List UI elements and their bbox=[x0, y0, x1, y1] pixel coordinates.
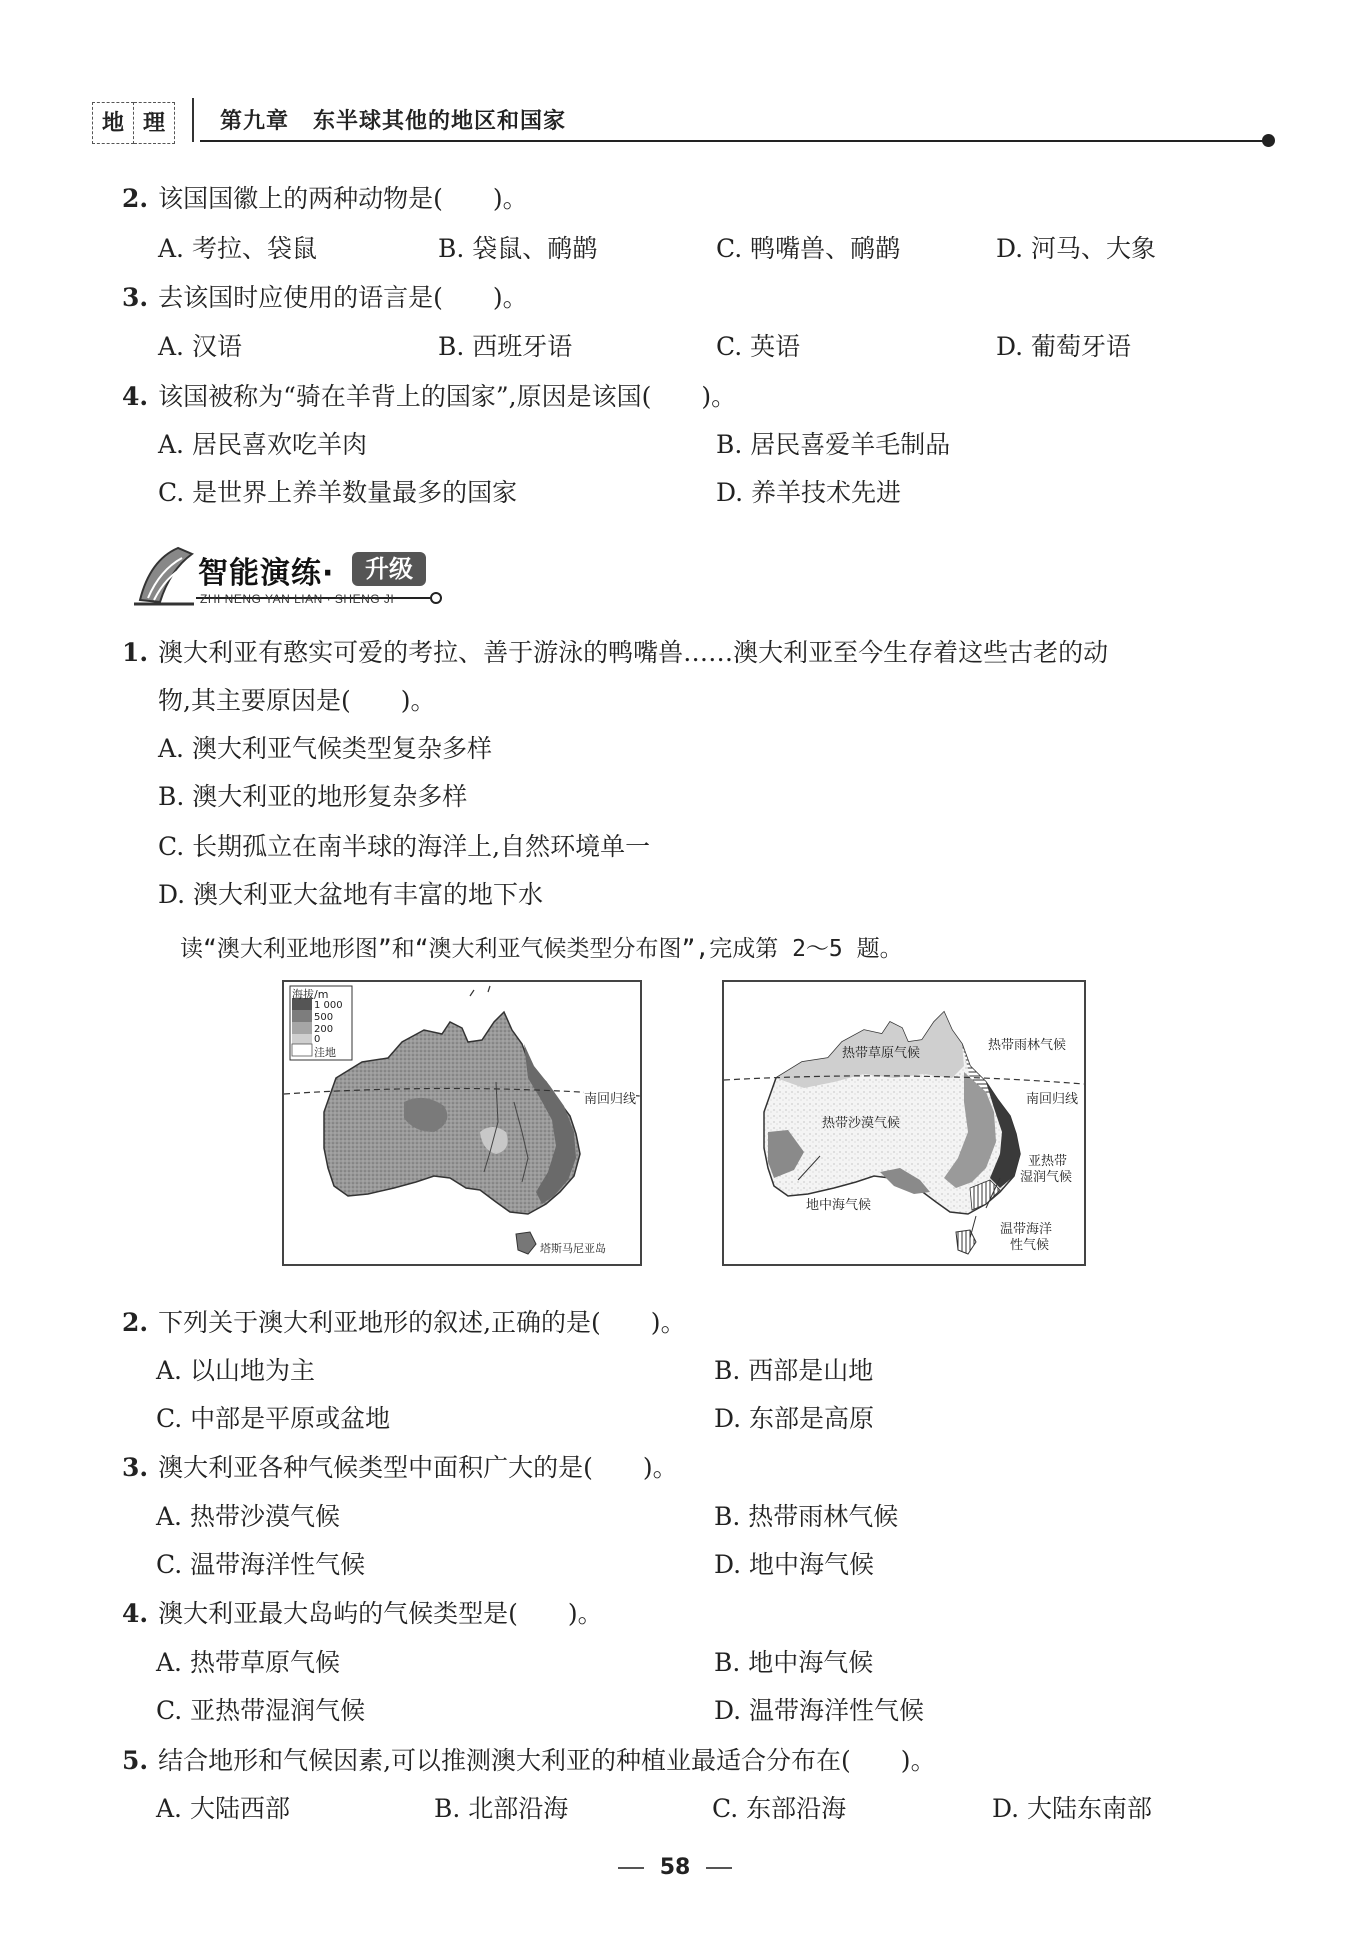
option: D. 养羊技术先进 bbox=[716, 478, 902, 507]
terrain-map-graphic bbox=[284, 982, 640, 1264]
option: D. 东部是高原 bbox=[714, 1404, 875, 1433]
question-1: 1. 澳大利亚有憨实可爱的考拉、善于游泳的鸭嘴兽……澳大利亚至今生存着这些古老的动 bbox=[122, 638, 1109, 667]
option: B. 居民喜爱羊毛制品 bbox=[716, 430, 951, 459]
australia-terrain-map bbox=[282, 980, 642, 1266]
option: B. 西部是山地 bbox=[714, 1356, 874, 1385]
option: C. 温带海洋性气候 bbox=[156, 1550, 366, 1579]
question-2b: 2. 下列关于澳大利亚地形的叙述,正确的是( )。 bbox=[122, 1308, 686, 1337]
option: D. 地中海气候 bbox=[714, 1550, 875, 1579]
option: D. 葡萄牙语 bbox=[996, 332, 1132, 361]
question-4: 4. 该国被称为“骑在羊背上的国家”,原因是该国( )。 bbox=[122, 382, 737, 411]
question-3: 3. 去该国时应使用的语言是( )。 bbox=[122, 283, 528, 312]
book-icon bbox=[134, 548, 194, 604]
page-number-dash bbox=[618, 1867, 644, 1869]
option: A. 澳大利亚气候类型复杂多样 bbox=[158, 734, 492, 763]
island-label: 塔斯马尼亚岛 bbox=[540, 1242, 606, 1255]
chapter-number: 第九章 bbox=[220, 108, 290, 134]
option: B. 地中海气候 bbox=[714, 1648, 874, 1677]
climate-label-oceanic-2: 性气候 bbox=[1010, 1238, 1050, 1253]
option: C. 亚热带湿润气候 bbox=[156, 1696, 366, 1725]
option: D. 温带海洋性气候 bbox=[714, 1696, 925, 1725]
subject-char: 地 bbox=[92, 102, 134, 144]
australia-climate-map bbox=[722, 980, 1086, 1266]
question-5b: 5. 结合地形和气候因素,可以推测澳大利亚的种植业最适合分布在( )。 bbox=[122, 1746, 936, 1775]
option: C. 长期孤立在南半球的海洋上,自然环境单一 bbox=[158, 832, 651, 861]
legend-item: 500 bbox=[314, 1012, 334, 1023]
climate-label-mediterranean: 地中海气候 bbox=[806, 1198, 872, 1213]
question-3b: 3. 澳大利亚各种气候类型中面积广大的是( )。 bbox=[122, 1453, 678, 1482]
reading-prompt: 读“澳大利亚地形图”和“澳大利亚气候类型分布图”,完成第 2～5 题。 bbox=[180, 936, 903, 962]
option: A. 考拉、袋鼠 bbox=[158, 234, 317, 263]
option: A. 汉语 bbox=[158, 332, 242, 361]
question-4b: 4. 澳大利亚最大岛屿的气候类型是( )。 bbox=[122, 1599, 603, 1628]
option: A. 热带沙漠气候 bbox=[156, 1502, 340, 1531]
option: C. 中部是平原或盆地 bbox=[156, 1404, 391, 1433]
climate-label-subtropical-2: 湿润气候 bbox=[1020, 1170, 1073, 1185]
subject-char: 理 bbox=[134, 102, 175, 144]
climate-label-rainforest: 热带雨林气候 bbox=[988, 1038, 1067, 1053]
header-rule-dot bbox=[1262, 134, 1275, 147]
page-number: 58 bbox=[0, 1855, 1350, 1880]
option: B. 西班牙语 bbox=[438, 332, 573, 361]
climate-label-oceanic: 温带海洋 bbox=[1000, 1222, 1053, 1237]
option: C. 是世界上养羊数量最多的国家 bbox=[158, 478, 518, 507]
option: C. 东部沿海 bbox=[712, 1794, 847, 1823]
option: A. 热带草原气候 bbox=[156, 1648, 340, 1677]
option: B. 热带雨林气候 bbox=[714, 1502, 899, 1531]
section-title: 智能演练· bbox=[198, 556, 335, 591]
option: B. 澳大利亚的地形复杂多样 bbox=[158, 782, 468, 811]
header-divider bbox=[192, 98, 194, 142]
climate-label-subtropical: 亚热带 bbox=[1028, 1154, 1068, 1169]
question-2: 2. 该国国徽上的两种动物是( )。 bbox=[122, 184, 528, 213]
question-1-line2: 物,其主要原因是( )。 bbox=[158, 686, 436, 715]
option: D. 河马、大象 bbox=[996, 234, 1157, 263]
legend-item: 洼地 bbox=[314, 1046, 336, 1059]
option: A. 大陆西部 bbox=[156, 1794, 290, 1823]
climate-label-desert: 热带沙漠气候 bbox=[822, 1116, 901, 1131]
legend-item: 1 000 bbox=[314, 1000, 343, 1011]
option: B. 北部沿海 bbox=[434, 1794, 569, 1823]
chapter-heading bbox=[220, 104, 566, 135]
option: C. 英语 bbox=[716, 332, 801, 361]
section-badge: 升级 bbox=[352, 552, 426, 586]
section-pinyin: ZHI NENG YAN LIAN · SHENG JI bbox=[200, 592, 395, 606]
option: A. 居民喜欢吃羊肉 bbox=[158, 430, 367, 459]
option: C. 鸭嘴兽、鸸鹋 bbox=[716, 234, 901, 263]
chapter-title: 东半球其他的地区和国家 bbox=[313, 108, 567, 134]
tropic-label: 南回归线 bbox=[1026, 1088, 1078, 1107]
legend-item: 200 bbox=[314, 1024, 334, 1035]
legend-title: 海拔/m bbox=[292, 988, 329, 1001]
option: B. 袋鼠、鸸鹋 bbox=[438, 234, 598, 263]
page-number-dash bbox=[706, 1867, 732, 1869]
subject-label bbox=[92, 102, 175, 144]
option: D. 大陆东南部 bbox=[992, 1794, 1153, 1823]
header-rule bbox=[200, 140, 1266, 142]
climate-label-savanna: 热带草原气候 bbox=[842, 1046, 921, 1061]
option: A. 以山地为主 bbox=[156, 1356, 315, 1385]
option: D. 澳大利亚大盆地有丰富的地下水 bbox=[158, 880, 544, 909]
legend-item: 0 bbox=[314, 1034, 321, 1045]
tropic-label: 南回归线 bbox=[584, 1088, 636, 1107]
